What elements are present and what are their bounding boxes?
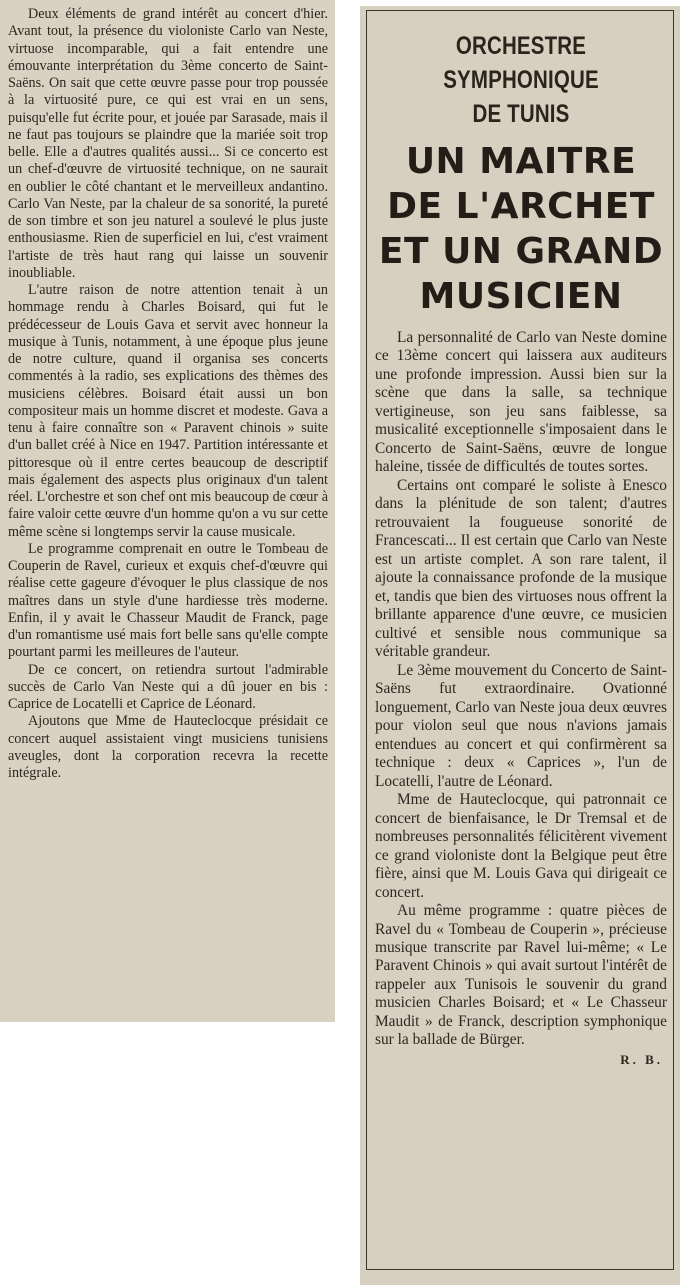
headline-line: MUSICIEN: [419, 276, 623, 317]
right-paragraph: Mme de Hauteclocque, qui patronnait ce concert de bienfaisance, le Dr Tremsal et de nombreuses personnalités félicitèrent vivement ce grand violoniste dont la Belgique peut être fière, ainsi que M. Louis Gava qui dirigeait ce concert.: [375, 791, 667, 901]
left-paragraph: L'autre raison de notre attention tenait à un hommage rendu à Charles Boisard, qui fut le prédécesseur de Louis Gava et servit avec honneur la musique à Tunis, notamment, à une époque plus jeune de notre culture, quand il organisa ses concerts commentés à la radio, ses explications des thèmes des musiciens célèbres. Boisard était aussi un bon compositeur mais un homme discret et modeste. Gava a tenu à faire connaître son « Paravent chinois » suite d'un ballet créé à Nice en 1947. Partition intéressante et pittoresque où il entre certes beaucoup de descriptif mais également des aspects plus originaux d'un talent réel. L'orchestre et son chef ont mis beaucoup de cœur à faire valoir cette œuvre d'un homme qu'on a vu sur cette même scène si longtemps servir la cause musicale.: [8, 282, 328, 540]
kicker-line: ORCHESTRE SYMPHONIQUE: [443, 32, 599, 94]
right-article-body: [375, 329, 667, 1067]
kicker-line: DE TUNIS: [472, 100, 570, 128]
right-article-frame: [366, 10, 674, 1270]
headline-line: ET UN GRAND: [378, 231, 664, 272]
left-paragraph: Le programme comprenait en outre le Tombeau de Couperin de Ravel, curieux et exquis chef-d'œuvre qui réalise cette gageure d'évoquer le plus classique de nos maîtres dans un style d'une hardiesse très moderne. Enfin, il y avait le Chasseur Maudit de Franck, page d'un romantisme usé mais fort belle sans qu'elle compte pourtant parmi les meilleures de l'auteur.: [8, 540, 328, 661]
right-clipping: [360, 6, 680, 1285]
left-paragraph: De ce concert, on retiendra surtout l'admirable succès de Carlo Van Neste qui a dû jouer en bis : Caprice de Locatelli et Caprice de Léonard.: [8, 661, 328, 712]
headline-line: UN MAITRE: [405, 141, 637, 182]
right-paragraph: Le 3ème mouvement du Concerto de Saint-Saëns fut extraordinaire. Ovationné longuement, Carlo van Neste joua deux œuvres pour violon seul que nous n'avions jamais entendues au concert et qui confirmèrent sa technique : deux « Caprices », l'un de Locatelli, l'autre de Léonard.: [375, 661, 667, 790]
right-paragraph: Au même programme : quatre pièces de Ravel du « Tombeau de Couperin », précieuse musique transcrite par Ravel lui-même; « Le Paravent Chinois » qui avait surtout l'intérêt de rappeler aux Tunisois le souvenir du grand musicien Charles Boisard; et « Le Chasseur Maudit » de Franck, description symphonique sur la ballade de Bürger.: [375, 902, 667, 1049]
left-paragraph: Ajoutons que Mme de Hauteclocque présidait ce concert auquel assistaient vingt musiciens tunisiens aveugles, dont la corporation recevra la recette intégrale.: [8, 713, 328, 781]
right-paragraph: La personnalité de Carlo van Neste domine ce 13ème concert qui laissera aux auditeurs une profonde impression. Aussi bien sur la scène que dans la salle, sa technique vertigineuse, son jeu sans faiblesse, sa musicalité exceptionnelle s'imposaient dans le Concerto de Saint-Saëns, œuvre de longue haleine, tissée de difficultés de toutes sortes.: [375, 329, 667, 476]
right-paragraph: Certains ont comparé le soliste à Enesco dans la plénitude de son talent; d'autres retrouvaient la fougueuse sonorité de Francescati... Il est certain que Carlo van Neste est un artiste complet. A son rare talent, il ajoute la connaissance profonde de la musique et, tandis que bien des virtuoses nous offrent la brillante apparence d'une œuvre, ce musicien cultivé et sensible nous communique sa véritable grandeur.: [375, 476, 667, 661]
article-kicker: [377, 29, 666, 131]
author-signature: R. B.: [620, 1051, 663, 1067]
left-paragraph: Deux éléments de grand intérêt au concert d'hier. Avant tout, la présence du violoniste Carlo van Neste, virtuose incomparable, qui a fait entendre une émouvante interprétation du 3ème concerto de Saint-Saëns. On sait que cette œuvre passe pour trop poussée à la virtuosité pure, ce qui est vrai en un sens, puisqu'elle fut écrite pour, et jouée par Sarasade, mais il ne faut pas toujours se plaindre que la mariée soit trop belle. Elle a d'autres qualités aussi... Si ce concerto est un chef-d'œuvre de virtuosité technique, on ne saurait en oublier le côté chantant et le merveilleux andantino. Carlo Van Neste, par la chaleur de sa sonorité, la pureté de son timbre et son jeu naturel a soulevé le plus juste enthousiasme. Rien de superficiel en lui, c'est vraiment l'artiste de très haut rang qui laisse un souvenir inoubliable.: [8, 6, 328, 281]
left-clipping: [0, 0, 335, 1022]
left-article-body: [8, 6, 328, 782]
headline-line: DE L'ARCHET: [387, 186, 655, 227]
article-headline: [375, 139, 667, 319]
